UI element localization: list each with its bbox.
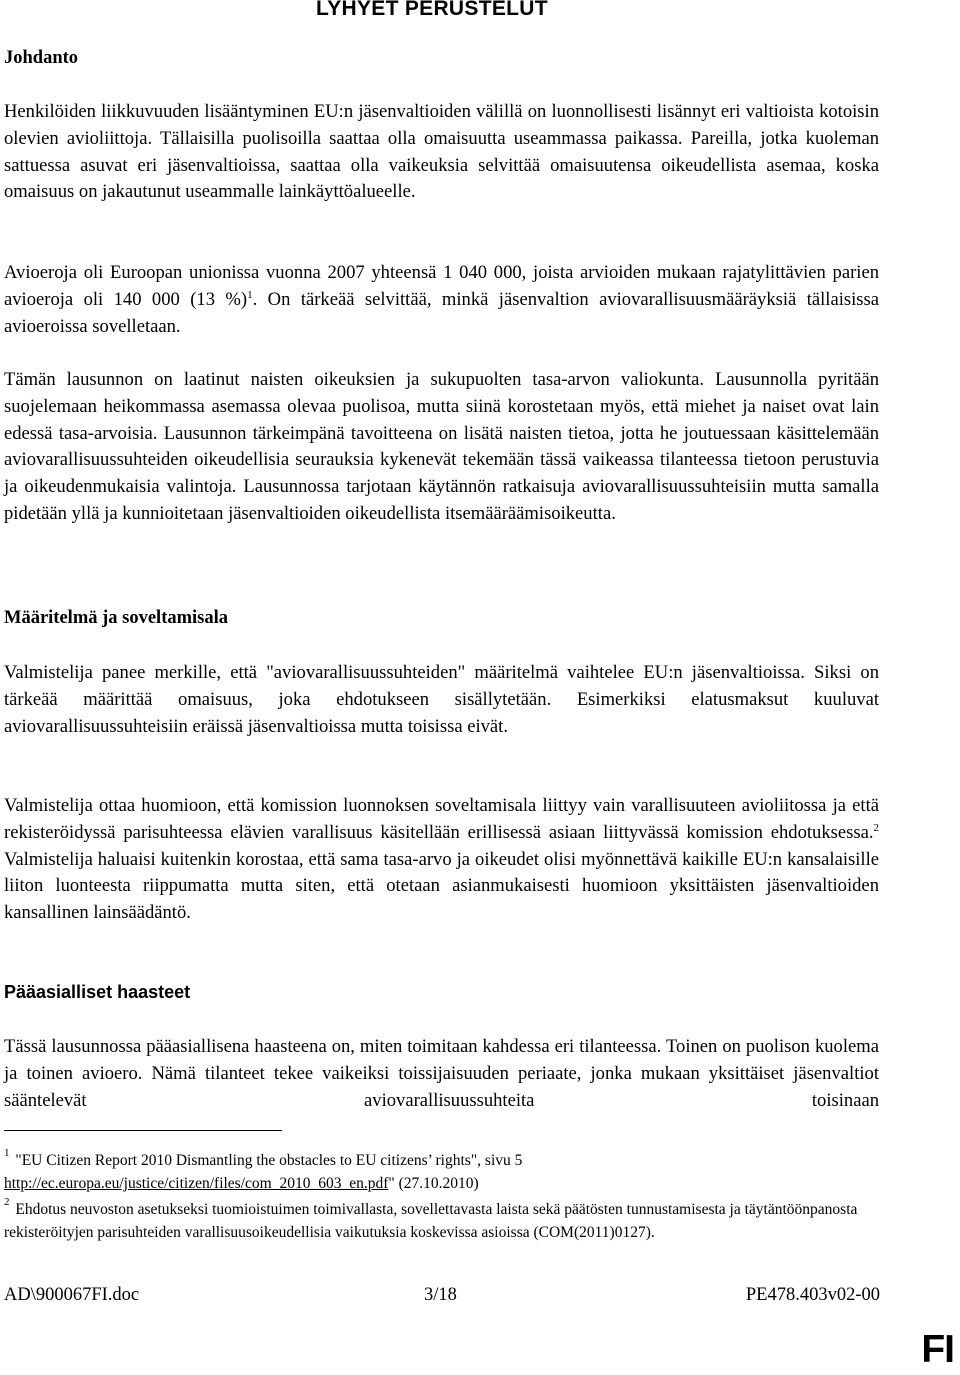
- paragraph-text: Valmistelija ottaa huomioon, että komission luonnoksen soveltamisala liittyy vain varallisuuteen avioliitossa ja että rekisteröidyssä parisuhteessa elävien varallisuus käsitellään erillisessä asiaan liittyvässä komission ehdotuksessa.: [4, 795, 879, 843]
- paragraph-divorce-stats: [4, 260, 879, 340]
- footnote-1: [4, 1142, 879, 1195]
- footnote-ref: 1: [247, 288, 253, 301]
- paragraph-challenges: Tässä lausunnossa pääasiallisena haasteena on, miten toimitaan kahdessa eri tilanteessa. Toinen on puolison kuolema ja toinen avioero. Nämä tilanteet tekee vaikeiksi toissijaisuuden periaate, jonka mukaan yksittäiset jäsenvaltiot sääntelevät aviovarallisuussuhteita toisinaan: [4, 1036, 879, 1111]
- paragraph-intro: Henkilöiden liikkuvuuden lisääntyminen EU:n jäsenvaltioiden välillä on luonnollisesti lisännyt eri valtioista kotoisin olevien avioliittoja. Tällaisilla puolisoilla saattaa olla omaisuutta useammassa paikassa. Pareilla, jotka kuoleman sattuessa asuvat eri jäsenvaltioissa, saattaa olla vaikeuksia selvittää omaisuutensa oikeudellista asemaa, koska omaisuus on jakautunut useammalle lainkäyttöalueelle.: [4, 101, 879, 203]
- footer-page-number: 3/18: [424, 1285, 457, 1305]
- footnote-separator: [4, 1130, 282, 1131]
- footer-pe-ref: PE478.403v02-00: [745, 1285, 880, 1305]
- section-heading-definition: Määritelmä ja soveltamisala: [4, 608, 228, 628]
- paragraph-text: Valmistelija haluaisi kuitenkin korostaa, että sama tasa-arvo ja oikeudet olisi myönnettävä kaikille EU:n kansalaisille liiton luonteesta riippumatta mutta siten, että otetaan asianmukaisesti huomioon yksittäisten jäsenvaltioiden kansallinen lainsäädäntö.: [4, 848, 879, 924]
- paragraph-text: . On tärkeää selvittää, minkä jäsenvaltion aviovarallisuusmääräyksiä tällaisissa avioeroissa sovelletaan.: [4, 288, 880, 337]
- footnote-text: Ehdotus neuvoston asetukseksi tuomioistuimen toimivallasta, sovellettavasta laista sekä päätösten tunnustamisesta ja täytäntöönpanosta rekisteröityjen parisuhteiden varallisuusoikeudellisia vaikutuksia koskevissa asioissa (COM(2011)0127).: [4, 1201, 858, 1241]
- footnote-link[interactable]: http://ec.europa.eu/justice/citizen/files/com_2010_603_en.pdf: [4, 1175, 389, 1192]
- paragraph-scope: [4, 793, 879, 927]
- footnote-text: "EU Citizen Report 2010 Dismantling the obstacles to EU citizens’ rights", sivu 5: [15, 1152, 523, 1169]
- footnote-number: 1: [4, 1147, 10, 1159]
- footnote-ref: 2: [873, 821, 879, 834]
- footnote-text: " (27.10.2010): [388, 1175, 479, 1192]
- section-heading-challenges: Pääasialliset haasteet: [4, 982, 191, 1002]
- paragraph-opinion-aims: Tämän lausunnon on laatinut naisten oikeuksien ja sukupuolten tasa-arvon valiokunta. Lausunnolla pyritään suojelemaan heikommassa asemassa olevaa puolisoa, mutta siinä korostetaan myös, että miehet ja naiset ovat lain edessä tasa-arvoisia. Lausunnon tärkeimpänä tavoitteena on lisätä naisten tietoa, jotta he joutuessaan käsittelemään aviovarallisuussuhteiden oikeudellisia seurauksia kykenevät tekemään tässä vaikeassa tilanteessa tietoon perustuvia ja oikeudenmukaisia valintoja. Lausunnossa tarjotaan käytännön ratkaisuja aviovarallisuussuhteisiin mutta samalla pidetään yllä ja kunnioitetaan jäsenvaltioiden oikeudellista itsemääräämisoikeutta.: [4, 369, 879, 524]
- footnote-2: [4, 1191, 879, 1244]
- language-code: FI: [921, 1328, 954, 1371]
- paragraph-text: Avioeroja oli Euroopan unionissa vuonna 2007 yhteensä 1 040 000, joista arvioiden mukaan rajatylittävien parien avioeroja oli 140 000 (13 %): [4, 262, 879, 310]
- footnote-number: 2: [4, 1196, 10, 1208]
- section-heading-intro: Johdanto: [4, 48, 79, 68]
- footer-doc-ref: AD\900067FI.doc: [4, 1285, 140, 1305]
- page-title: LYHYET PERUSTELUT: [316, 0, 548, 20]
- paragraph-definition: Valmistelija panee merkille, että "aviovarallisuussuhteiden" määritelmä vaihtelee EU:n jäsenvaltioissa. Siksi on tärkeää määrittää omaisuus, joka ehdotukseen sisällytetään. Esimerkiksi elatusmaksut kuuluvat aviovarallisuussuhteisiin eräissä jäsenvaltioissa mutta toisissa eivät.: [4, 662, 879, 737]
